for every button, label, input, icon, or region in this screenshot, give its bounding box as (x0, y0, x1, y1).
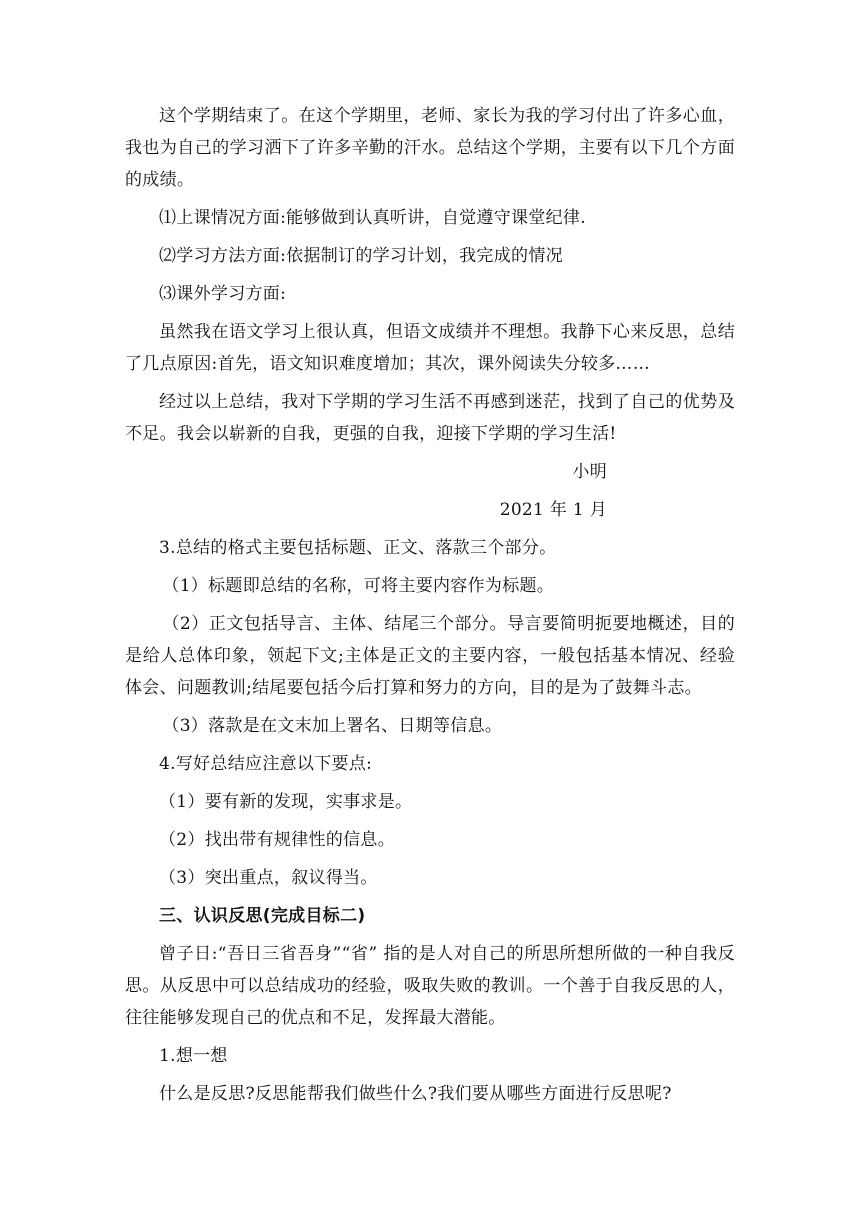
reflection-paragraph: 虽然我在语文学习上很认真，但语文成绩并不理想。我静下心来反思，总结了几点原因:首先，语文知识难度增加；其次，课外阅读失分较多…… (125, 322, 735, 374)
signature-name: 小明 (572, 462, 607, 482)
intro-paragraph: 这个学期结束了。在这个学期里，老师、家长为我的学习付出了许多心血，我也为自己的学习洒下了许多辛勤的汗水。总结这个学期，主要有以下几个方面的成绩。 (125, 106, 735, 190)
think-question: 什么是反思?反思能帮我们做些什么?我们要从哪些方面进行反思呢? (159, 1084, 672, 1104)
point3-title: 3.总结的格式主要包括标题、正文、落款三个部分。 (159, 538, 557, 558)
point4-title: 4.写好总结应注意以下要点: (159, 754, 373, 774)
point4-item-new-discovery: （1）要有新的发现，实事求是。 (159, 792, 413, 812)
conclusion-paragraph: 经过以上总结，我对下学期的学习生活不再感到迷茫，找到了自己的优势及不足。我会以崭新的自我，更强的自我，迎接下学期的学习生活! (125, 392, 735, 444)
point3-item-signature: （3）落款是在文末加上署名、日期等信息。 (162, 716, 503, 736)
point4-item-focus: （3）突出重点，叙议得当。 (159, 868, 378, 888)
point4-item-regularity: （2）找出带有规律性的信息。 (159, 830, 396, 850)
section3-heading: 三、认识反思(完成目标二) (159, 906, 366, 926)
signature-date: 2021 年 1 月 (499, 500, 607, 520)
point3-item-title: （1）标题即总结的名称，可将主要内容作为标题。 (162, 576, 555, 596)
think-title: 1.想一想 (159, 1046, 228, 1066)
point3-item-body: （2）正文包括导言、主体、结尾三个部分。导言要简明扼要地概述，目的是给人总体印象，领起下文;主体是正文的主要内容，一般包括基本情况、经验体会、问题教训;结尾要包括今后打算和努力的方向，目的是为了鼓舞斗志。 (125, 614, 735, 698)
item-class-performance: ⑴上课情况方面:能够做到认真听讲，自觉遵守课堂纪律. (159, 208, 586, 228)
document-body (125, 100, 735, 1116)
section3-paragraph: 曾子日:“吾日三省吾身”“省” 指的是人对自己的所思所想所做的一种自我反思。从反思中可以总结成功的经验，吸取失败的教训。一个善于自我反思的人，往往能够发现自己的优点和不足，发挥最大潜能。 (125, 944, 735, 1028)
item-extracurricular: ⑶课外学习方面: (159, 284, 287, 304)
item-study-method: ⑵学习方法方面:依据制订的学习计划，我完成的情况 (159, 246, 563, 266)
